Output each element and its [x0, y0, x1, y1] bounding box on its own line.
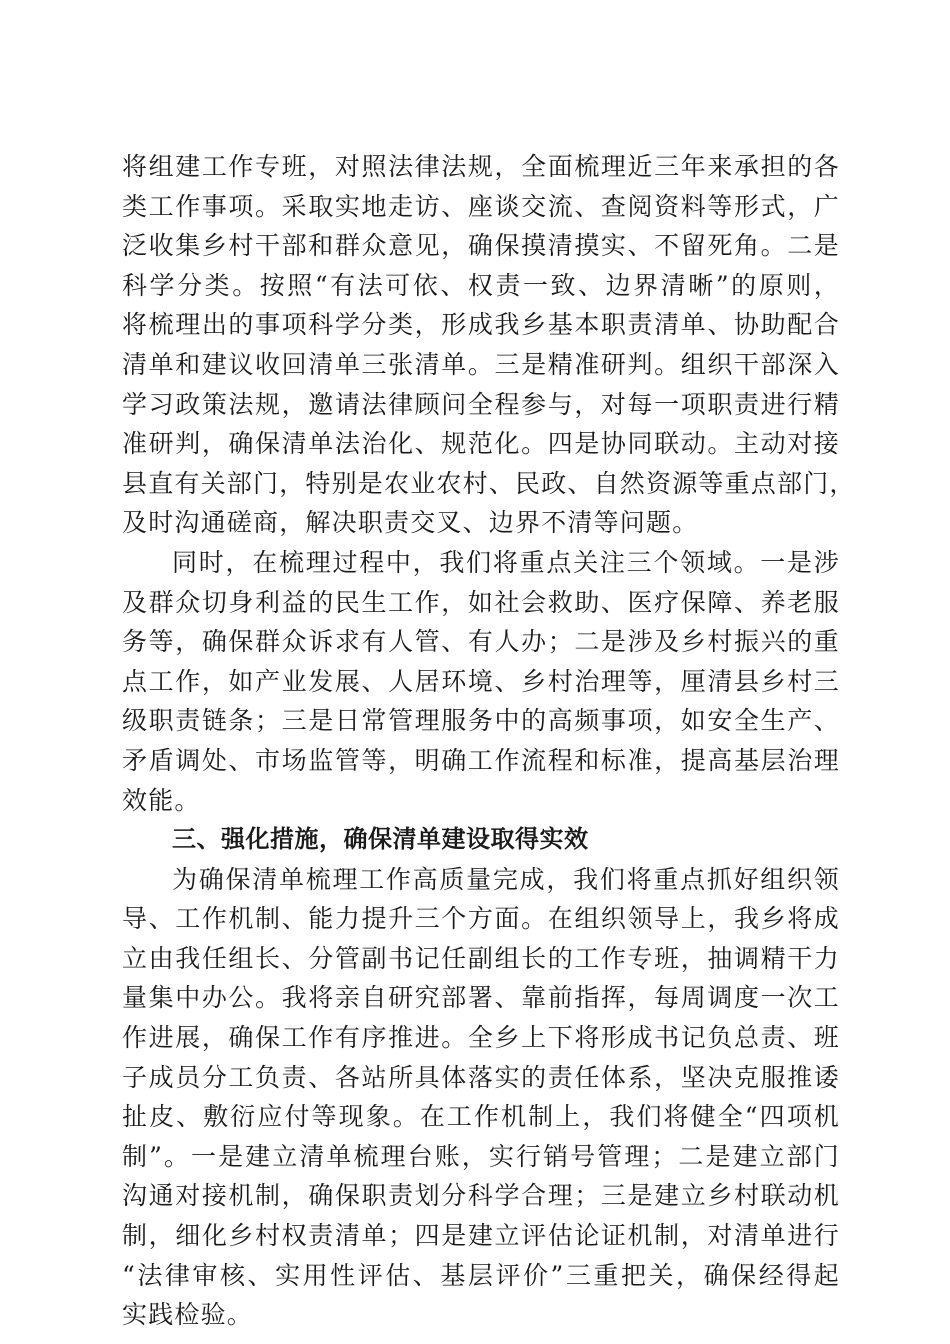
paragraph-line: 县直有关部门，特别是农业农村、民政、自然资源等重点部门，	[122, 468, 856, 498]
paragraph-line: 泛收集乡村干部和群众意见，确保摸清摸实、不留死角。二是	[122, 231, 840, 261]
paragraph-line: 务等，确保群众诉求有人管、有人办；二是涉及乡村振兴的重	[122, 627, 840, 657]
paragraph-3	[122, 860, 840, 1335]
paragraph-line: 立由我任组长、分管副书记任副组长的工作专班，抽调精干力	[122, 943, 840, 973]
paragraph-line: 及时沟通磋商，解决职责交叉、边界不清等问题。	[122, 508, 699, 538]
paragraph-line: 清单和建议收回清单三张清单。三是精准研判。组织干部深入	[122, 349, 840, 379]
paragraph-2	[122, 543, 840, 820]
paragraph-line: 制”。一是建立清单梳理台账，实行销号管理；二是建立部门	[122, 1141, 840, 1171]
paragraph-line: 子成员分工负责、各站所具体落实的责任体系，坚决克服推诿	[122, 1062, 840, 1092]
paragraph-line: 作进展，确保工作有序推进。全乡上下将形成书记负总责、班	[122, 1023, 840, 1053]
paragraph-line: 及群众切身利益的民生工作，如社会救助、医疗保障、养老服	[122, 587, 840, 617]
paragraph-line: 准研判，确保清单法治化、规范化。四是协同联动。主动对接	[122, 429, 840, 459]
section-heading: 三、强化措施，确保清单建设取得实效	[172, 825, 589, 854]
paragraph-line: 类工作事项。采取实地走访、座谈交流、查阅资料等形式，广	[122, 191, 840, 221]
paragraph-line: “法律审核、实用性评估、基层评价”三重把关，确保经得起	[122, 1260, 840, 1290]
paragraph-line: 点工作，如产业发展、人居环境、乡村治理等，厘清县乡村三	[122, 666, 840, 696]
paragraph-1	[122, 147, 856, 543]
paragraph-line: 制，细化乡村权责清单；四是建立评估论证机制，对清单进行	[122, 1221, 840, 1251]
paragraph-line: 实践检验。	[122, 1300, 254, 1330]
paragraph-line: 将梳理出的事项科学分类，形成我乡基本职责清单、协助配合	[122, 310, 840, 340]
paragraph-line: 矛盾调处、市场监管等，明确工作流程和标准，提高基层治理	[122, 745, 840, 775]
paragraph-line: 科学分类。按照“有法可依、权责一致、边界清晰”的原则，	[122, 270, 840, 300]
paragraph-line: 量集中办公。我将亲自研究部署、靠前指挥，每周调度一次工	[122, 983, 840, 1013]
paragraph-line: 级职责链条；三是日常管理服务中的高频事项，如安全生产、	[122, 706, 840, 736]
paragraph-line: 导、工作机制、能力提升三个方面。在组织领导上，我乡将成	[122, 904, 840, 934]
paragraph-line: 为确保清单梳理工作高质量完成，我们将重点抓好组织领	[172, 864, 840, 894]
paragraph-line: 同时，在梳理过程中，我们将重点关注三个领域。一是涉	[172, 547, 840, 577]
paragraph-line: 学习政策法规，邀请法律顾问全程参与，对每一项职责进行精	[122, 389, 840, 419]
paragraph-line: 扯皮、敷衍应付等现象。在工作机制上，我们将健全“四项机	[122, 1102, 840, 1132]
document-page	[122, 147, 856, 1335]
paragraph-line: 效能。	[122, 785, 201, 815]
paragraph-line: 将组建工作专班，对照法律法规，全面梳理近三年来承担的各	[122, 152, 840, 181]
paragraph-line: 沟通对接机制，确保职责划分科学合理；三是建立乡村联动机	[122, 1181, 840, 1211]
